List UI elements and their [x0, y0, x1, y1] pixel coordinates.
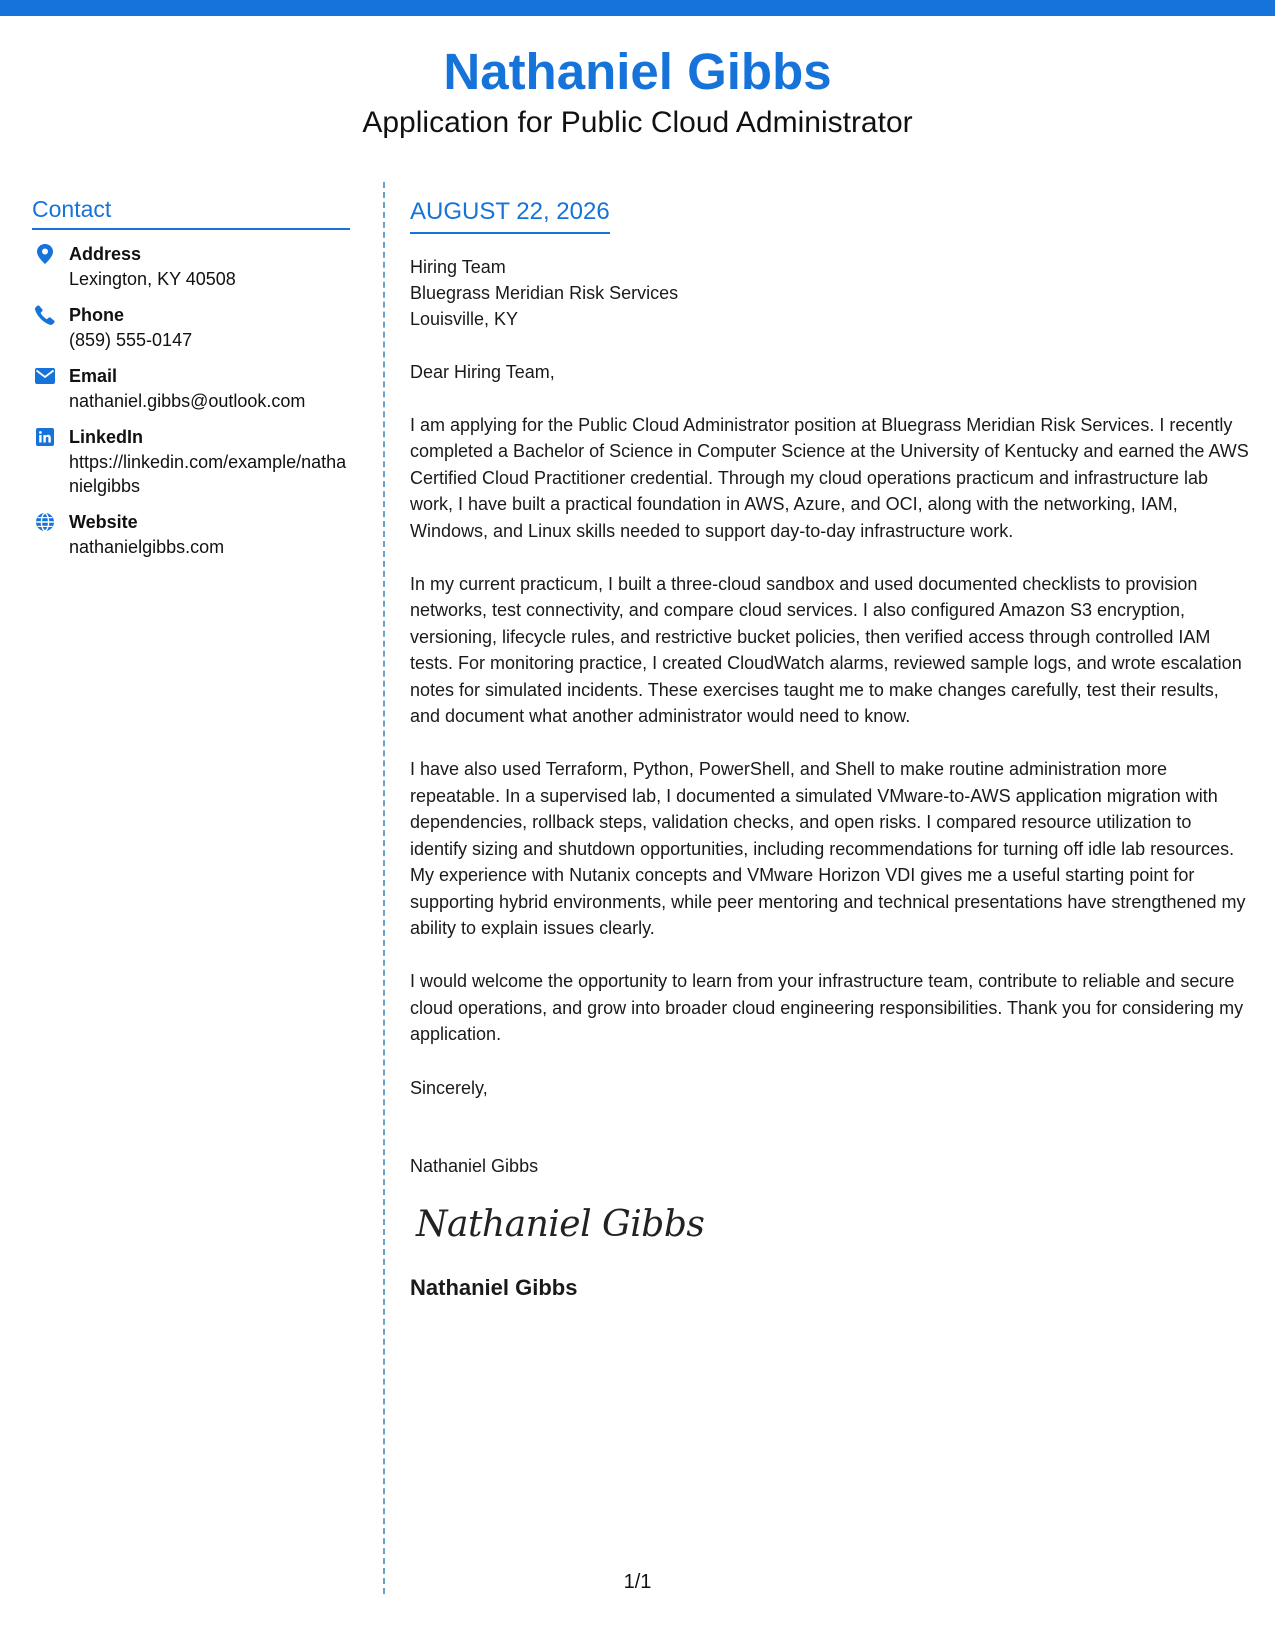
contact-label: Website	[69, 512, 138, 532]
application-title: Application for Public Cloud Administrator	[362, 106, 913, 139]
letter-paragraph: In my current practicum, I built a three-cloud sandbox and used documented checklists to provision networks, test connectivity, and compare cloud services. I also configured Amazon S3 encryption, versioning, lifecycle rules, and restrictive bucket policies, then verified access through controlled IAM tests. For monitoring practice, I created CloudWatch alarms, reviewed sample logs, and wrote escalation notes for simulated incidents. These exercises taught me to make changes carefully, test their results, and document what another administrator would need to know.	[410, 574, 1242, 727]
contact-heading: Contact	[32, 194, 350, 230]
letter-paragraph: I have also used Terraform, Python, PowerShell, and Shell to make routine administration more repeatable. In a supervised lab, I documented a simulated VMware-to-AWS application migration with dependencies, rollback steps, validation checks, and open risks. I compared resource utilization to identify sizing and shutdown opportunities, including recommendations for turning off idle lab resources. My experience with Nutanix concepts and VMware Horizon VDI gives me a useful starting point for supporting hybrid environments, while peer mentoring and technical presentations have strengthened my ability to explain issues clearly.	[410, 759, 1246, 938]
contact-website	[32, 510, 350, 559]
email-icon	[33, 364, 57, 388]
document-header	[0, 40, 1275, 142]
recipient-line: Bluegrass Meridian Risk Services	[410, 283, 679, 303]
contact-email	[32, 364, 350, 413]
typed-name: Nathaniel Gibbs	[410, 1155, 539, 1176]
contact-value[interactable]: https://linkedin.com/example/nathanielgibbs	[69, 452, 347, 496]
top-accent-bar	[0, 0, 1275, 16]
closing: Sincerely,	[410, 1077, 488, 1098]
signed-name: Nathaniel Gibbs	[410, 1274, 578, 1300]
linkedin-icon	[33, 425, 57, 449]
letter-date: AUGUST 22, 2026	[410, 196, 610, 234]
recipient-line: Louisville, KY	[410, 309, 519, 329]
handwritten-signature: Nathaniel Gibbs	[416, 1203, 705, 1245]
contact-sidebar	[32, 194, 350, 571]
contact-value: Lexington, KY 40508	[69, 269, 236, 289]
column-divider	[383, 182, 385, 1594]
contact-phone	[32, 303, 350, 352]
recipient-line: Hiring Team	[410, 257, 506, 277]
globe-icon	[33, 510, 57, 534]
letter-paragraph: I would welcome the opportunity to learn from your infrastructure team, contribute to reliable and secure cloud operations, and grow into broader cloud engineering responsibilities. Thank you for considering my application.	[410, 971, 1244, 1045]
contact-value: nathaniel.gibbs@outlook.com	[69, 391, 306, 411]
phone-icon	[33, 303, 57, 327]
recipient-block	[410, 254, 1250, 332]
contact-value[interactable]: nathanielgibbs.com	[69, 537, 225, 557]
contact-label: LinkedIn	[69, 427, 144, 447]
letter-body	[410, 196, 1250, 1303]
contact-label: Phone	[69, 305, 125, 325]
contact-linkedin	[32, 425, 350, 498]
map-pin-icon	[33, 242, 57, 266]
contact-label: Email	[69, 366, 118, 386]
letter-paragraph: I am applying for the Public Cloud Administrator position at Bluegrass Meridian Risk Services. I recently completed a Bachelor of Science in Computer Science at the University of Kentucky and earned the AWS Certified Cloud Practitioner credential. Through my cloud operations practicum and infrastructure lab work, I have built a practical foundation in AWS, Azure, and OCI, along with the networking, IAM, Windows, and Linux skills needed to support day-to-day infrastructure work.	[410, 415, 1249, 541]
contact-value: (859) 555-0147	[69, 330, 193, 350]
page-number: 1/1	[623, 1571, 652, 1593]
contact-address	[32, 242, 350, 291]
contact-label: Address	[69, 244, 142, 264]
applicant-name: Nathaniel Gibbs	[443, 43, 832, 100]
salutation: Dear Hiring Team,	[410, 362, 555, 382]
